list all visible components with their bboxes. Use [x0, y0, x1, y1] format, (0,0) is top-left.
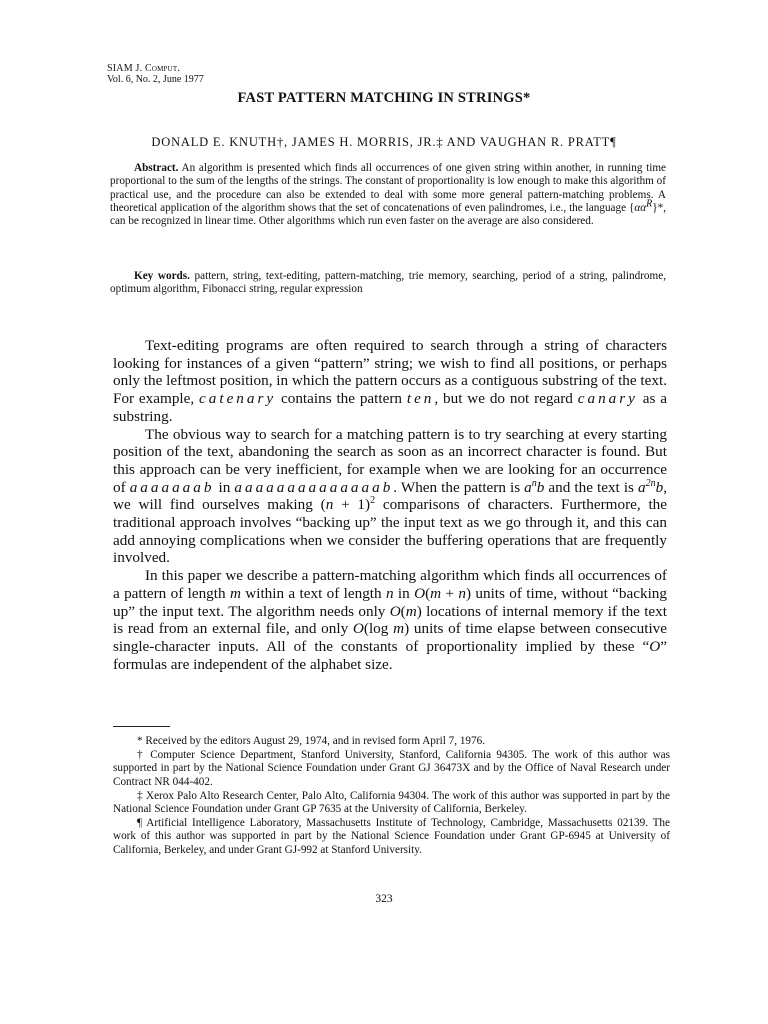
math-var: m — [430, 584, 442, 602]
example-word-canary: canary — [577, 390, 638, 408]
text-run: in — [214, 478, 235, 496]
math-var: m — [405, 602, 417, 620]
math-var: a — [638, 478, 646, 496]
text-run: . When the pattern is — [393, 478, 525, 496]
text-run: , we will find ourselves making ( — [113, 478, 667, 514]
example-text: aaaaaaaaaaaaaab — [234, 478, 394, 496]
body-paragraph — [113, 567, 667, 673]
example-word-catenary: catenary — [199, 390, 277, 408]
text-run: comparisons of characters. Furthermore, the traditional approach involves “backing up” the input text as we go through it, and this can add annoying complications when we consider the buffering operations that are frequently involved. — [113, 496, 667, 567]
text-run: Text-editing programs are often required to search through a string of characters looking for instances of a given “pattern” string; we wish to find all positions, or perhaps only the leftmost position, in which the pattern occurs as a contiguous substring of the text. For example, — [113, 337, 667, 408]
body-text — [113, 337, 667, 673]
footnote-mit: ¶ Artificial Intelligence Laboratory, Massachusetts Institute of Technology, Cambridge, Massachusetts 02139. The work of this author was supported in part by the National Science Foundation under Grant GP-6945 at University of California, Berkeley, and under Grant GJ-992 at Stanford University. — [113, 817, 670, 856]
text-run: ) locations of internal memory if the text is read from an external file, and only — [113, 602, 667, 638]
text-run: in — [393, 584, 415, 602]
text-run: + 1) — [333, 496, 371, 514]
author-list: DONALD E. KNUTH†, JAMES H. MORRIS, JR.‡ AND VAUGHAN R. PRATT¶ — [151, 135, 617, 149]
math-var: b — [536, 478, 545, 496]
body-paragraph — [113, 337, 667, 426]
math-exponent: 2 — [370, 495, 376, 507]
text-run: ” formulas are independent of the alphabet size. — [113, 637, 667, 673]
page-number: 323 — [375, 893, 393, 905]
math-var: n — [325, 496, 334, 514]
footnotes — [113, 735, 670, 858]
math-var: n — [458, 584, 466, 602]
example-word-ten: ten — [406, 390, 435, 408]
math-exponent: n — [531, 477, 537, 489]
math-var: O — [389, 602, 401, 620]
text-run: The obvious way to search for a matching pattern is to try searching at every starting position of the text, abandoning the search as soon as an incorrect character is found. But this approach can be very inefficient, for example when we are looking for an occurrence of — [113, 425, 667, 496]
text-run: ( — [425, 584, 431, 602]
journal-header — [107, 63, 204, 85]
math-var: O — [352, 620, 364, 638]
journal-name: SIAM J. Comput. — [107, 63, 181, 74]
math-var: m — [229, 584, 241, 602]
text-run: contains the pattern — [276, 390, 407, 408]
text-run: and the text is — [544, 478, 638, 496]
footnote-stanford: † Computer Science Department, Stanford University, Stanford, California 94305. The work of this author was supported in part by the National Science Foundation under Grant GJ 36473X and by the Office of Naval Research under Contract NR 044-402. — [113, 749, 670, 788]
abstract-text-1: An algorithm is presented which finds all occurrences of one given string within another, in running time proportional to the sum of the lengths of the strings. The constant of proportionality is low enough to make this algorithm of practical use, and the procedure can also be extended to deal with some more general pattern-matching problems. A theoretical application of the algorithm shows that the set of concatenations of even palindromes, i.e., the language { — [110, 162, 666, 214]
math-var: n — [385, 584, 394, 602]
footnote-received: * Received by the editors August 29, 1974, and in revised form April 7, 1976. — [137, 735, 486, 747]
math-var: a — [524, 478, 532, 496]
keywords-label: Key words. — [134, 270, 190, 282]
text-run: within a text of length — [240, 584, 386, 602]
text-run: In this paper we describe a pattern-matching algorithm which finds all occurrences of a pattern of length — [113, 567, 667, 602]
abstract-label: Abstract. — [134, 162, 179, 174]
math-exponent: 2n — [645, 477, 656, 489]
math-var: O — [649, 637, 661, 655]
text-run: ( — [400, 602, 406, 620]
keywords — [110, 270, 666, 297]
body-paragraph — [113, 426, 667, 568]
keywords-text: pattern, string, text-editing, pattern-matching, trie memory, searching, period of a string, palindrome, optimum algorithm, Fibonacci string, regular expression — [110, 270, 666, 296]
text-run: , but we do not regard — [434, 390, 578, 408]
footnote-divider — [113, 726, 170, 727]
abstract-language-sup: R — [646, 198, 653, 210]
math-var: b — [655, 478, 664, 496]
math-var: O — [414, 584, 426, 602]
text-run: ) units of time elapse between consecutive single-character inputs. All of the constants of proportionality implied by these “ — [113, 620, 667, 655]
paper-title: FAST PATTERN MATCHING IN STRINGS* — [237, 90, 531, 106]
abstract — [110, 162, 666, 228]
abstract-text-2: }*, can be recognized in linear time. Other algorithms which run even faster on the average are also considered. — [110, 201, 666, 228]
abstract-language-base: αα — [634, 201, 647, 214]
text-run: as a substring. — [113, 390, 667, 425]
footnote-xerox: ‡ Xerox Palo Alto Research Center, Palo Alto, California 94304. The work of this author was supported in part by the National Science Foundation under Grant GP 7635 at the University of California, Berkeley. — [113, 789, 670, 816]
text-run: (log — [363, 620, 394, 638]
example-pattern: aaaaaaab — [129, 478, 215, 496]
text-run: + — [441, 584, 459, 602]
math-var: m — [393, 620, 405, 638]
journal-issue: Vol. 6, No. 2, June 1977 — [107, 74, 204, 85]
text-run: ) units of time, without “backing up” the input text. The algorithm needs only — [113, 584, 667, 620]
